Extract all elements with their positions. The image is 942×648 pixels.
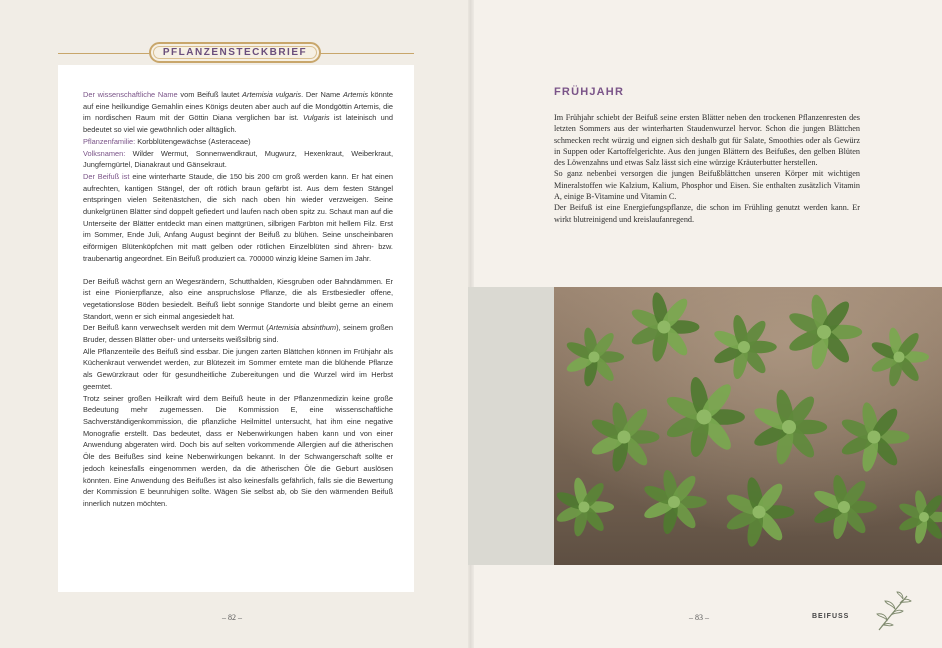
section-paragraph: Der Beifuß ist eine Energiefungspflanze, die schon im Frühling genutzt werden kann. Er wirkt blutreinigend und kreislaufanregend. xyxy=(554,203,860,224)
page-number-right: – 83 – xyxy=(689,613,709,622)
section-body xyxy=(554,112,860,225)
page-number-left: – 82 – xyxy=(222,613,242,622)
photo-margin-band xyxy=(468,287,554,565)
profile-block-2 xyxy=(83,276,393,510)
herb-sprig-icon xyxy=(873,590,915,634)
profile-card xyxy=(58,65,414,592)
section-paragraph: Im Frühjahr schiebt der Beifuß seine ersten Blätter neben den trockenen Pflanzenresten des letzten Sommers aus der winterharten Staudenwurzel hervor. Schon die jungen Blättchen schmecken recht würzig und eignen sich deshalb gut für Salate, Smoothies oder als Gewürz in Suppen oder Kartoffelgerichte. Aus den jungen Blättern des Beifußes, den gelben Blüten des Löwenzahns und etwas Salz lässt sich eine würzige Kräuterbutter herstellen. xyxy=(554,113,860,168)
mugwort-seedlings-photo xyxy=(554,287,942,565)
profile-paragraph: Trotz seiner großen Heilkraft wird dem Beifuß heute in der Pflanzenmedizin keine große Bedeutung mehr zugemessen. Die Kommission E, eine wissenschaftliche Sachverständigenkommission, die pflanzliche Heilmittel untersucht, hat ihm eine negative Monografie erstellt. Das bedeutet, dass er Nebenwirkungen haben kann und von einer Anwendung abgeraten wird. Doch bis auf selten vorkommende Allergien auf die ätherischen Öle des Beifußes sind keine Nebenwirkungen bekannt. In der Schwangerschaft sollte er jedoch keinesfalls eingenommen werden, da die ätherischen Öle die Geburt auslösen könnten. Eine Anwendung des Beifußes ist also keinesfalls gefährlich, falls sie die Bewertung der Kommission E beunruhigen sollte. Wägen Sie selbst ab, ob Sie den wärmenden Beifuß innerlich nutzen möchten. xyxy=(83,393,393,508)
section-title: FRÜHJAHR xyxy=(554,86,625,98)
running-head: BEIFUSS xyxy=(812,613,850,620)
profile-paragraph: Volksnamen: Wilder Wermut, Sonnenwendkraut, Mugwurz, Hexenkraut, Weiberkraut, Jungferngürtel, Dianakraut und Gänsekraut. xyxy=(83,148,393,170)
profile-paragraph: Der wissenschaftliche Name vom Beifuß lautet Artemisia vulgaris. Der Name Artemis könnte auf eine heilkundige Gemahlin eines Königs deuten aber auch auf die Mondgöttin Artemis, die im nordischen Raum mit der Göttin Diana verglichen bar ist. Vulgaris ist lateinisch und bedeutet so viel wie gewöhnlich oder alltäglich. xyxy=(83,90,393,135)
header-badge-label: PFLANZENSTECKBRIEF xyxy=(162,47,308,58)
profile-block-1 xyxy=(83,89,393,265)
profile-paragraph: Pflanzenfamilie: Korbblütengewächse (Asteraceae) xyxy=(83,136,251,146)
seedlings-illustration xyxy=(554,287,942,565)
profile-paragraph: Der Beifuß ist eine winterharte Staude, die 150 bis 200 cm groß werden kann. Er hat einen aufrechten, kantigen Stängel, der oft rötlich braun gefärbt ist. Aus dem festen Stängel entspringen vielen Seitenästchen, die sich nach oben hin wieder verzweigen. Seine dunkelgrünen Blätter sind doppelt gefiedert und laufen nach oben spitz zu. Schaut man auf die Unterseite der Blätter entdeckt man einen mattgrünen, silbrigen Farbton mit hellem Filz. Erst im Sommer, Ende Juli, Anfang August beginnt der Beifuß zu blühen. Seine unscheinbaren eiförmigen Blütenköpfchen mit matt gelben oder rötlichen Einzelblüten sind ähren- bzw. traubenartig angeordnet. Ein Beifuß produziert ca. 700000 winzig kleine Samen im Jahr. xyxy=(83,171,393,263)
profile-paragraph: Alle Pflanzenteile des Beifuß sind essbar. Die jungen zarten Blättchen können im Frühjahr als Küchenkraut verwendet werden, zur Blütezeit im Sommer erntete man die blühende Pflanze als Gewürzkraut oder für gesundheitliche Zubereitungen und die Wurzel wird im Herbst geerntet. xyxy=(83,346,393,391)
section-paragraph: So ganz nebenbei versorgen die jungen Beifußblättchen unseren Körper mit wichtigen Mineralstoffen wie Kalzium, Kalium, Phosphor und Eisen. Sie enthalten zusätzlich Vitamin A, einige B-Vitamine und Vitamin C. xyxy=(554,169,860,202)
profile-text xyxy=(83,89,393,510)
header-badge xyxy=(149,42,321,63)
profile-paragraph: Der Beifuß wächst gern an Wegesrändern, Schutthalden, Kiesgruben oder Bahndämmen. Er ist eine Pionierpflanze, also eine anspruchslose Pflanze, die als Erstbesiedler offene, vegetationslose Böden besiedelt. Beifuß liebt sonnige Standorte und bleibt gerne an einem Standort, wenn er sich einmal angesiedelt hat. xyxy=(83,276,393,321)
profile-paragraph: Der Beifuß kann verwechselt werden mit dem Wermut (Artemisia absinthum), seinem großen Bruder, dessen Blätter ober- und unterseits weißsilbrig sind. xyxy=(83,323,394,345)
